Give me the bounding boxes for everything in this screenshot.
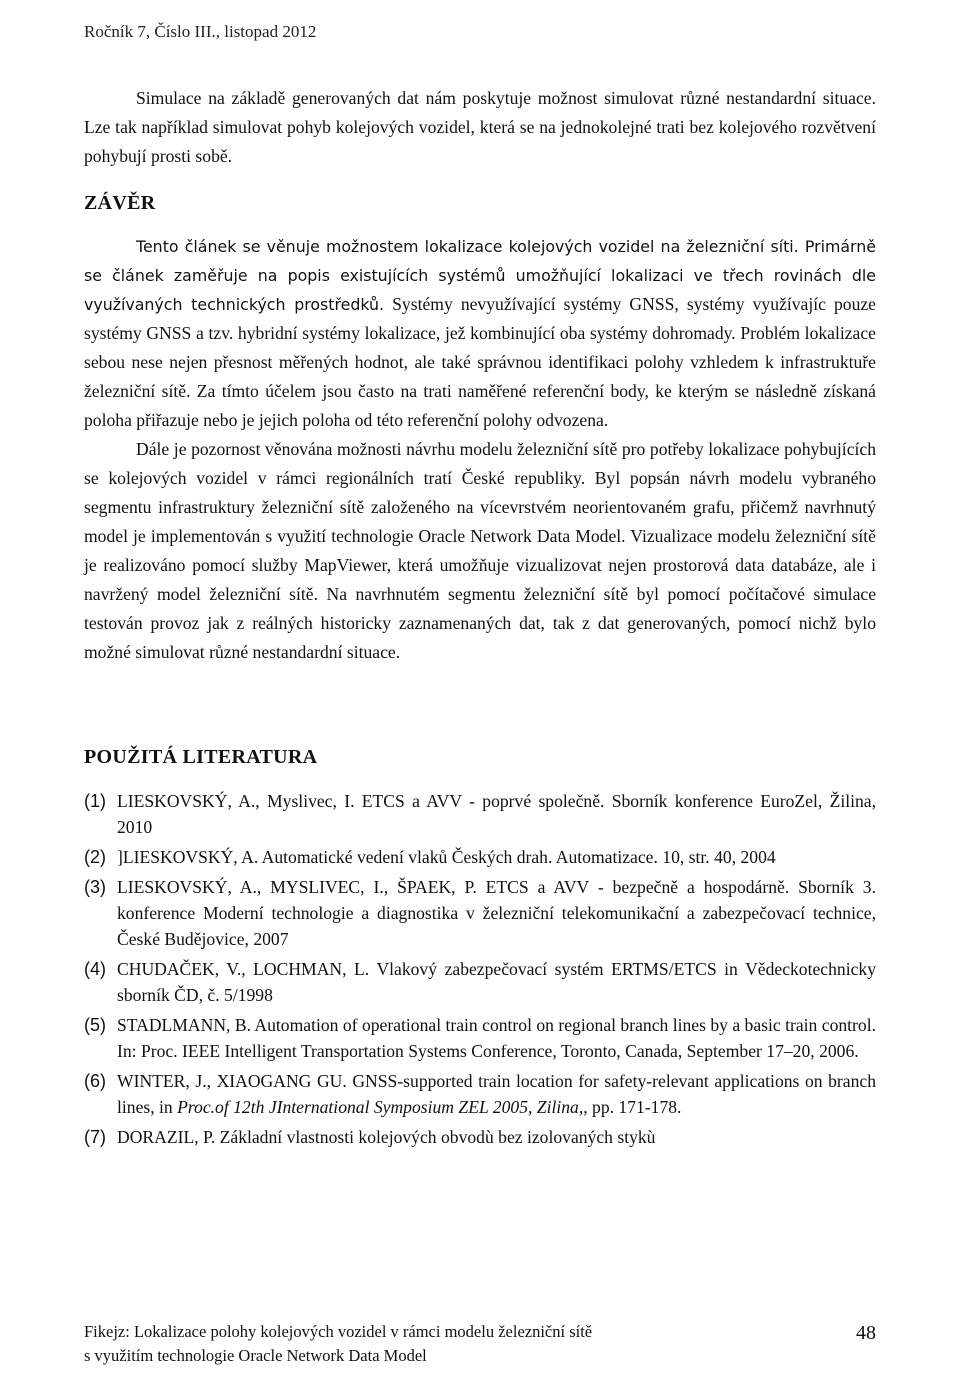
page-number: 48 (856, 1322, 876, 1344)
page-footer (84, 1320, 592, 1368)
reference-item-6 (84, 1068, 876, 1120)
conclusion-paragraph-1 (84, 232, 876, 435)
reference-text: DORAZIL, P. Základní vlastnosti kolejových obvodù bez izolovaných stykù (117, 1127, 656, 1147)
intro-paragraph: Simulace na základě generovaných dat nám poskytuje možnost simulovat různé nestandardní situace. Lze tak například simulovat pohyb kolejových vozidel, která se na jednokolejné trati bez kolejového rozvětvení pohybují prosti sobě. (84, 88, 876, 166)
footer-line-1: Fikejz: Lokalizace polohy kolejových vozidel v rámci modelu železniční sítě (84, 1322, 593, 1341)
reference-number: (6) (84, 1071, 106, 1091)
reference-number: (7) (84, 1127, 106, 1147)
conclusion-paragraph-2: Dále je pozornost věnována možnosti návrhu modelu železniční sítě pro potřeby lokalizace pohybujících se kolejových vozidel v rámci regionálních tratí České republiky. Byl popsán návrh modelu vybraného segmentu infrastruktury železniční sítě založeného na vícevrstvém neorientovaném grafu, přičemž navrhnutý model je implementován s využití technologie Oracle Network Data Model. Vizualizace modelu železniční sítě je realizováno pomocí služby MapViewer, která umožňuje vizualizovat nejen prostorová data databáze, ale i navržený model železniční sítě. Na navrhnutém segmentu železniční sítě byl pomocí počítačové simulace testován provoz jak z reálných historicky zaznamenaných dat, tak z dat generovaných, pomocí nichž bylo možné simulovat různé nestandardní situace. (84, 439, 876, 662)
references-heading: POUŽITÁ LITERATURA (84, 746, 318, 768)
reference-item-3 (84, 874, 876, 952)
reference-text-plain: WINTER, J., XIAOGANG GU. GNSS-supported train location for safety-relevant applications on branch lines, in (117, 1071, 876, 1117)
reference-item-7 (84, 1124, 876, 1150)
reference-text: STADLMANN, B. Automation of operational train control on regional branch lines by a basic train control. In: Proc. IEEE Intelligent Transportation Systems Conference, Toronto, Canada, September 17–20, 2006. (117, 1015, 876, 1061)
conclusion-paragraph-1-sans: Tento článek se věnuje možnostem lokalizace kolejových vozidel na železniční síti. Primárně se článek zaměřuje na popis existujících systémů umožňující lokalizaci ve třech rovinách dle využívaných technických prostředků. (84, 237, 876, 314)
reference-number: (4) (84, 959, 106, 979)
reference-number: (5) (84, 1015, 106, 1035)
reference-text-tail: , pp. 171-178. (583, 1097, 682, 1117)
conclusion-section (84, 232, 876, 667)
reference-item-4 (84, 956, 876, 1008)
reference-number: (2) (84, 847, 106, 867)
conclusion-heading: ZÁVĚR (84, 192, 156, 214)
reference-number: (3) (84, 877, 106, 897)
reference-number: (1) (84, 791, 106, 811)
reference-text: ]LIESKOVSKÝ, A. Automatické vedení vlaků Českých drah. Automatizace. 10, str. 40, 2004 (117, 847, 776, 867)
reference-text (117, 1068, 876, 1120)
conclusion-paragraph-1-serif: Systémy nevyužívající systémy GNSS, systémy využívajíc pouze systémy GNSS a tzv. hybridní systémy lokalizace, jež kombinující oba systémy dohromady. Problém lokalizace sebou nese nejen přesnost měřených hodnot, ale také správnou identifikaci polohy vzhledem k infrastruktuře železniční sítě. Za tímto účelem jsou často na trati naměřené referenční body, ke kterým se následně získaná poloha přiřazuje nebo je jejich poloha od této referenční polohy odvozena. (84, 294, 876, 430)
reference-item-2 (84, 844, 876, 870)
reference-text: LIESKOVSKÝ, A., Myslivec, I. ETCS a AVV - poprvé společně. Sborník konference EuroZel, Žilina, 2010 (117, 791, 876, 837)
reference-item-1 (84, 788, 876, 840)
footer-line-2: s využitím technologie Oracle Network Data Model (84, 1346, 427, 1365)
reference-text: CHUDAČEK, V., LOCHMAN, L. Vlakový zabezpečovací systém ERTMS/ETCS in Vědeckotechnicky sborník ČD, č. 5/1998 (117, 959, 876, 1005)
reference-item-5 (84, 1012, 876, 1064)
references-list (84, 788, 876, 1154)
running-header: Ročník 7, Číslo III., listopad 2012 (84, 22, 317, 41)
reference-text-italic: Proc.of 12th JInternational Symposium ZEL 2005, Zilina, (177, 1097, 584, 1117)
reference-text: LIESKOVSKÝ, A., MYSLIVEC, I., ŠPAEK, P. ETCS a AVV - bezpečně a hospodárně. Sborník 3. konference Moderní technologie a diagnostika v železniční telekomunikační a zabezpečovací technice, České Budějovice, 2007 (117, 877, 876, 949)
